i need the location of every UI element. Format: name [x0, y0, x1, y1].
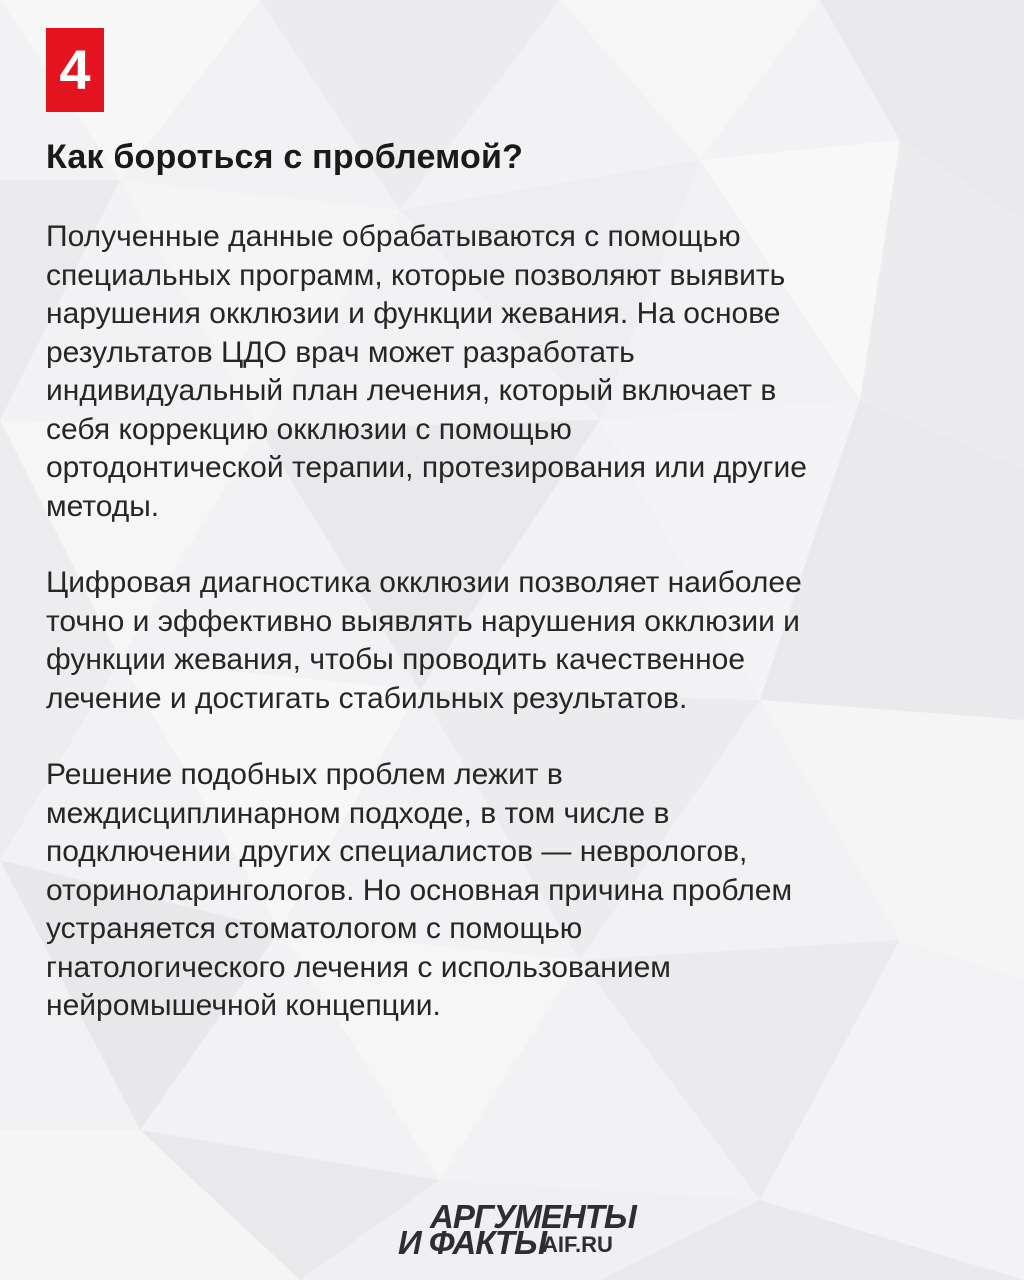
text-line: точно и эффективно выявлять нарушения окклюзии и [46, 604, 800, 638]
logo-site: AIF.RU [542, 1232, 613, 1257]
aif-logo [392, 1196, 662, 1264]
slide-number: 4 [59, 38, 91, 101]
text-line: подключении других специалистов — неврологов, [46, 835, 748, 868]
text-line: функции жевания, чтобы проводить качественное [46, 643, 746, 676]
text-line: нейромышечной концепции. [46, 989, 441, 1022]
page-title: Как бороться с проблемой? [46, 138, 524, 176]
text-line: результатов ЦДО врач может разработать [46, 335, 635, 369]
text-line: индивидуальный план лечения, который включает в [46, 374, 777, 407]
text-line: специальных программ, которые позволяют выявить [46, 258, 786, 292]
text-line: Решение подобных проблем лежит в [46, 758, 563, 791]
text-line: междисциплинарном подходе, в том числе в [46, 796, 670, 830]
text-line: нарушения окклюзии и функции жевания. На основе [46, 297, 781, 330]
paragraph-2 [46, 564, 986, 718]
logo-line-2: И ФАКТЫ [398, 1224, 547, 1261]
text-line: ортодонтической терапии, протезирования или другие [46, 451, 807, 484]
text-line: устраняется стоматологом с помощью [46, 912, 583, 945]
text-line: Цифровая диагностика окклюзии позволяет наиболее [46, 566, 802, 599]
article-body [46, 218, 986, 1064]
text-line: лечение и достигать стабильных результатов. [46, 681, 688, 715]
text-line: Полученные данные обрабатываются с помощью [46, 220, 741, 253]
logo-line-1: АРГУМЕНТЫ [430, 1198, 636, 1235]
text-line: методы. [46, 489, 160, 523]
text-line: себя коррекцию окклюзии с помощью [46, 412, 572, 446]
text-line: гнатологического лечения с использованием [46, 950, 671, 984]
paragraph-3 [46, 756, 986, 1026]
paragraph-1 [46, 218, 986, 526]
text-line: оториноларингологов. Но основная причина проблем [46, 873, 793, 907]
slide-number-badge [46, 28, 104, 112]
